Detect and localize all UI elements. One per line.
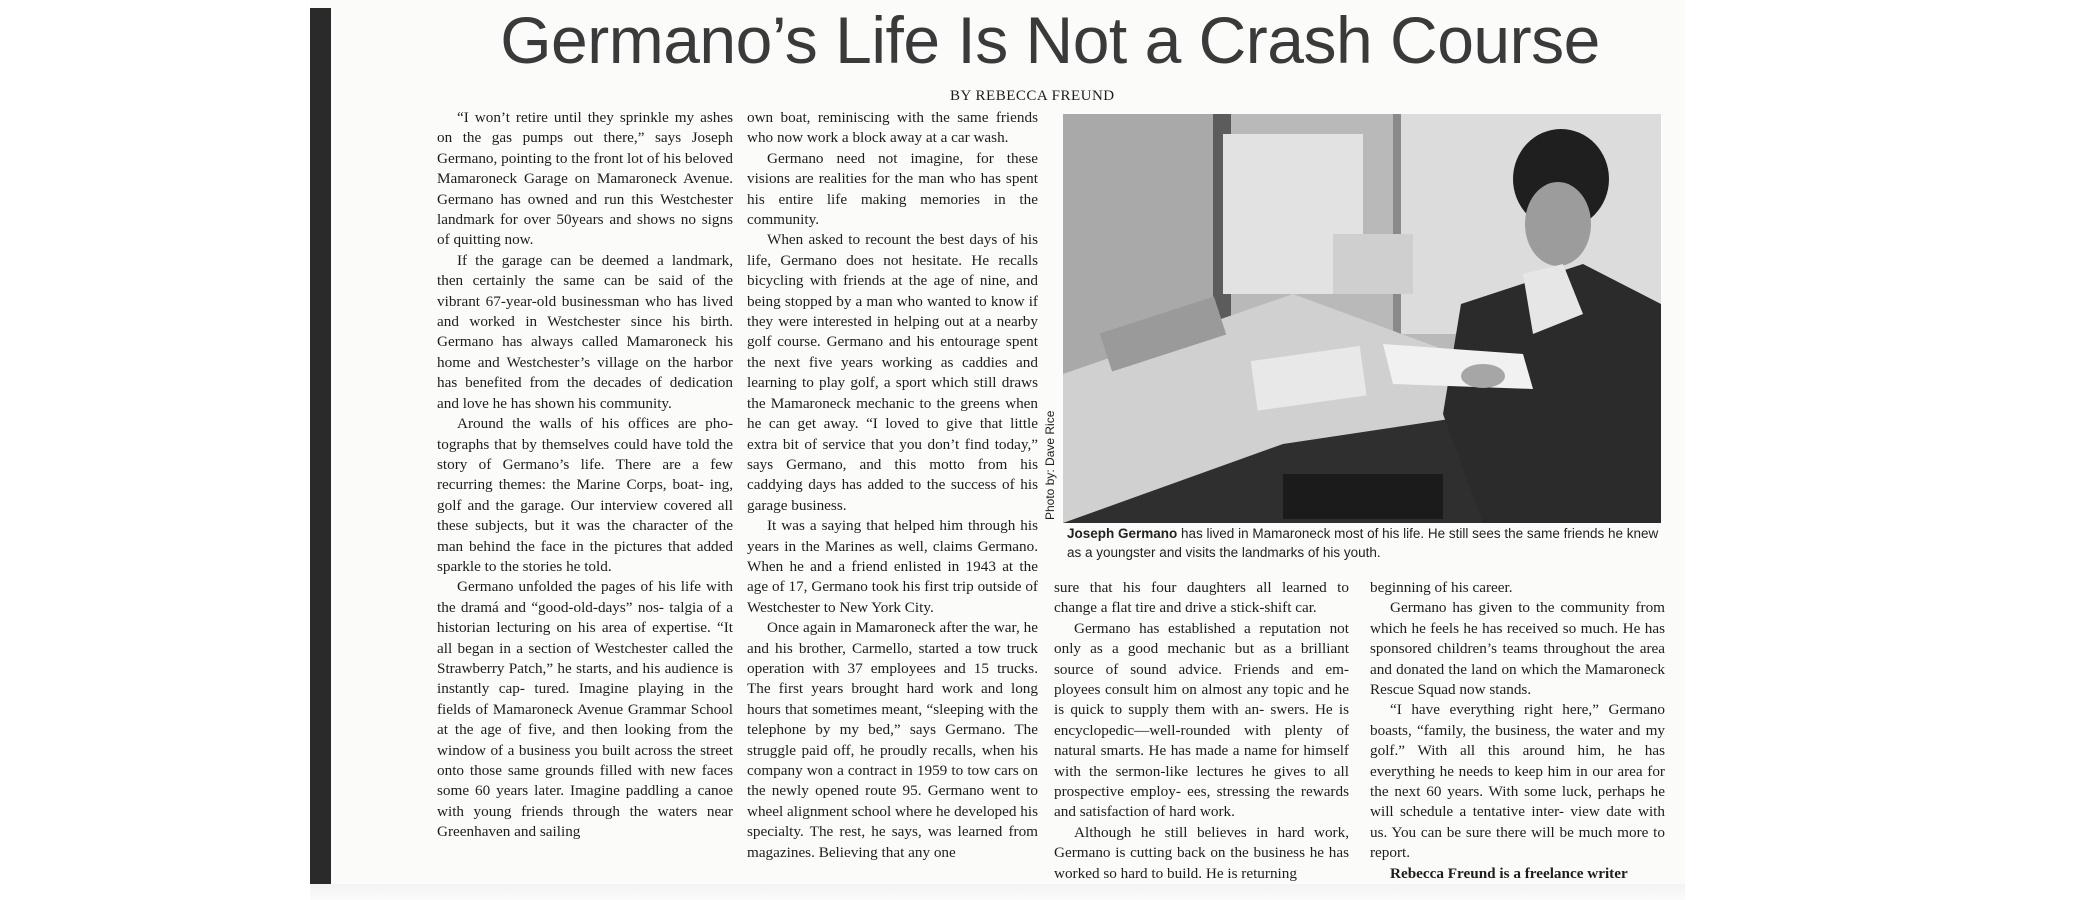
paragraph: Germano has given to the community from which he feels he has received so much. He has sponsored children’s teams throughout the area and donated the land on which the Mamaroneck Rescue Squad now stands. (1370, 599, 1665, 699)
article-byline: BY REBECCA FREUND (950, 88, 1115, 104)
paragraph: own boat, reminiscing with the same friends who now work a block away at a car wash. (747, 109, 1038, 147)
paragraph: Although he still believes in hard work, Germano is cutting back on the business he has worked so hard to build. He is returning (1054, 823, 1349, 882)
article-column-3 (1054, 578, 1349, 884)
paragraph: beginning of his career. (1370, 579, 1513, 596)
author-note: Rebecca Freund is a freelance writer (1390, 864, 1628, 882)
paragraph: Around the walls of his offices are pho- tographs that by themselves could have told the story of Germano’s life. There are a few recurring themes: the Marine Corps, boat- ing, golf and the garage. Our interview covered all these subjects, but it was the character of the man behind the face in the pictures that added sparkle to the stories he told. (437, 415, 733, 575)
caption-name: Joseph Germano (1067, 526, 1178, 541)
article-column-2 (747, 108, 1038, 863)
paragraph: “I won’t retire until they sprinkle my ashes on the gas pumps out there,” says Joseph Germano, pointing to the front lot of his beloved Mamaroneck Garage on Mamaroneck Avenue. Germano has owned and run this Westchester landmark for over 50years and shows no signs of quitting now. (437, 109, 733, 249)
paragraph: It was a saying that helped him through his years in the Marines as well, claims Germano. When he and a friend enlisted in 1943 at the age of 17, Germano took his first trip outside of Westchester to New York City. (747, 517, 1038, 616)
article-headline: Germano’s Life Is Not a Crash Course (500, 3, 1600, 77)
article-column-4 (1370, 578, 1665, 884)
paragraph: Germano unfolded the pages of his life with the dramá and “good-old-days” nos- talgia of a historian lecturing on his area of expertise. “It all began in a section of Westchester called the Strawberry Patch,” he starts, and his audience is instantly cap- tured. Imagine playing in the fields of Mamaroneck Avenue Grammar School at the age of five, and then looking from the window of a business you built across the street onto those same grounds filled with new faces some 60 years later. Imagine paddling a canoe with young friends through the waters near Greenhaven and sailing (437, 578, 733, 841)
paragraph: Germano need not imagine, for these visions are realities for the man who has spent his entire life making memories in the community. (747, 149, 1038, 229)
caption-text: has lived in Mamaroneck most of his life. He still sees the same friends he knew as a youngster and visits the landmarks of his youth. (1067, 526, 1659, 560)
photo-caption (1067, 524, 1665, 562)
scan-bottom-edge (310, 884, 1685, 900)
paragraph: sure that his four daughters all learned to change a flat tire and drive a stick-shift car. (1054, 579, 1349, 617)
article-column-1 (437, 108, 733, 843)
photo-image (1063, 114, 1661, 523)
portrait-photo (1063, 114, 1661, 523)
paragraph: When asked to recount the best days of his life, Germano does not hesitate. He recalls bicycling with friends at the age of nine, and being stopped by a man who wanted to know if they were interested in helping out at a nearby golf course. Germano and his entourage spent the next five years working as caddies and learning to play golf, a sport which still draws the Mamaroneck mechanic to the greens when he can get away. “I loved to give that little extra bit of service that you don’t find today,” says Germano, and this motto from his caddying days has added to the success of his garage business. (747, 231, 1038, 514)
paragraph: If the garage can be deemed a landmark, then certainly the same can be said of the vibrant 67-year-old businessman who has lived and worked in Westchester since his birth. Germano has always called Mamaroneck his home and Westchester’s village on the harbor has benefited from the decades of dedication and love he has shown his community. (437, 251, 733, 412)
paragraph: “I have everything right here,” Germano boasts, “family, the business, the water and my golf.” With all this around him, he has everything he needs to keep him in our area for the next 60 years. With some luck, perhaps he will schedule a tentative inter- view date with us. You can be sure there will be much more to report. (1370, 701, 1665, 862)
paragraph: Once again in Mamaroneck after the war, he and his brother, Carmello, started a tow truck operation with 37 employees and 15 trucks. The first years brought hard work and long hours that sometimes meant, “sleeping with the telephone by my bed,” says Germano. The struggle paid off, he proudly recalls, when his company won a contract in 1959 to tow cars on the newly opened route 95. Germano went to wheel alignment school where he developed his specialty. The rest, he says, was learned from magazines. Believing that any one (747, 619, 1039, 861)
scan-edge-bar (310, 8, 331, 884)
photo-credit (1043, 504, 1183, 520)
paragraph: Germano has established a reputation not only as a good mechanic but as a brilliant source of sound advice. Friends and em- ployees consult him on almost any topic and he is quick to supply them with an- swers. He is encyclopedic—well-rounded with plenty of natural smarts. He has made a name for himself with the sermon-like lectures he gives to all prospective employ- ees, stressing the rewards and satisfaction of hard work. (1054, 619, 1349, 821)
